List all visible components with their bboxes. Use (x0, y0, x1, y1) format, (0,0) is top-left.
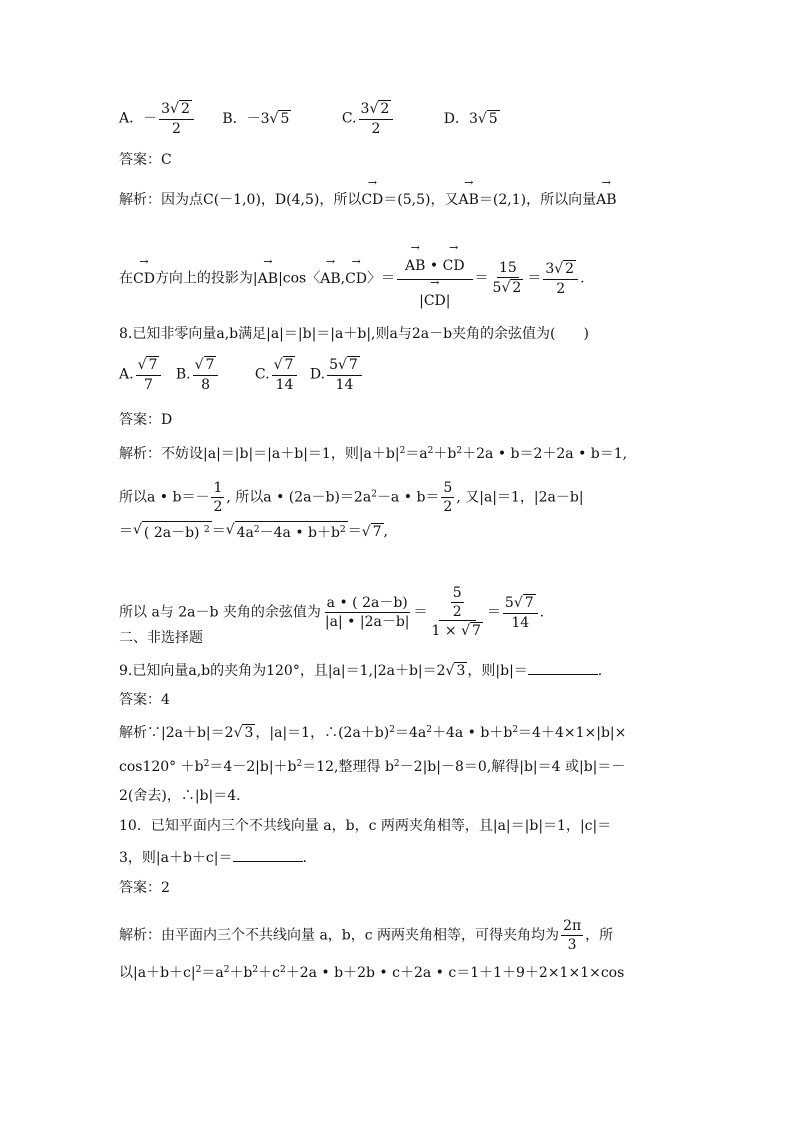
q8-options (119, 356, 364, 393)
q7-option-a: A．－ 3 √ 2 2 (119, 100, 196, 137)
q10-answer-blank (233, 847, 303, 862)
q8-solution-line4: 所以 a与 2a－b 夹角的余弦值为 $\frac{a • ( 2a-b)}{|a| • |2a-b|}$ ＝ $\frac{5}{2}$ 1 × √ 7 ＝ 5 √ 7 14 . (119, 585, 545, 639)
q8-option-b: B. √ 7 8 (176, 356, 221, 393)
q7-answer: 答案：C (119, 152, 172, 168)
q8-solution-line2: 所以a • b＝－ $\frac{1}{2}$ , 所以a • $(2a-b)=2a^2-a$ • b＝ $\frac{5}{2}$ , 又|a|＝1，|2a－b| (119, 480, 584, 515)
q8-option-a: A. √ 7 7 (119, 356, 163, 393)
q9-solution-line2: $\cos 120^\circ +b^2=4-2|b|+b^2=12$,整理得 $b^2-2|b|-8=0$,解得|b|＝4 或|b|＝－ (119, 759, 626, 775)
q10-solution-line1: 解析：由平面内三个不共线向量 a，b，c 两两夹角相等，可得夹角均为 $\frac{2\pi}{3}$ ，所 (119, 918, 614, 953)
q7-options (119, 100, 500, 137)
q8-answer: 答案：D (119, 412, 173, 428)
q8-solution-line3: ＝ √ ( 2a－b) $^2$ ＝ √ $4a^2-4a$ • $b+b^2$ ＝ √ 7 , (119, 522, 388, 541)
q7-option-d: D．3 √ 5 (443, 110, 498, 127)
q8-solution-line1: 解析：不妨设|a|＝|b|＝|a＋b|＝1，则$|a+b|^2=a^2+b^2+2a$ • b＝2＋2a • b＝1, (119, 446, 628, 462)
q10-answer: 答案：2 (119, 880, 170, 896)
q8-option-c: C. √ 7 14 (255, 356, 300, 393)
q7-solution-line2: 在→ CD方向上的投影为|→ AB|cos〈→ AB,→ CD〉＝ → $\frac{AB • \to CD}{|\to CD|}$ ＝ 15 5 √ 2 ＝ 3 √ 2 2 . (119, 245, 585, 312)
q9-answer: 答案：4 (119, 692, 170, 708)
q10-stem-line2: 3，则|a＋b＋c|＝ . (119, 847, 307, 868)
q8-option-d: D. 5 √ 7 14 (310, 356, 364, 393)
q7-option-b: B．－3 √ 5 (222, 110, 290, 127)
q9-stem: 9.已知向量a,b的夹角为120°，且|a|＝1,|2a＋b|＝2 √ 3 ，则|b|＝ . (119, 660, 602, 681)
q7-option-c: C. 3 √ 2 2 (342, 100, 395, 137)
q10-solution-line2: 以$|a+b+c|^2=a^2+b^2+c^2+2a$ • b＋2b • c＋2a • c＝1＋1＋9＋2×1×1×cos (119, 965, 625, 981)
q9-answer-blank (528, 660, 598, 675)
q9-solution-line3: 2(舍去)，∴|b|＝4. (119, 788, 241, 804)
q7-solution-line1: 解析：因为点C(－1,0)，D(4,5)，所以→ CD＝(5,5)，又→ AB＝(2,1)，所以向量→ AB (119, 190, 616, 210)
section-heading: 二、非选择题 (119, 630, 203, 646)
q8-stem: 8.已知非零向量a,b满足|a|＝|b|＝|a＋b|,则a与2a－b夹角的余弦值为( ) (119, 326, 589, 342)
q9-solution-line1: 解析∵|2a＋b|＝2 √ 3 ，|a|＝1，$\therefore(2a+b)^2=4a^2+4a$ • $b+b^2=4+4\times 1\times|b|\times$ (119, 725, 627, 741)
q10-stem-line1: 10．已知平面内三个不共线向量 a，b，c 两两夹角相等，且|a|＝|b|＝1，|c|＝ (119, 818, 612, 834)
